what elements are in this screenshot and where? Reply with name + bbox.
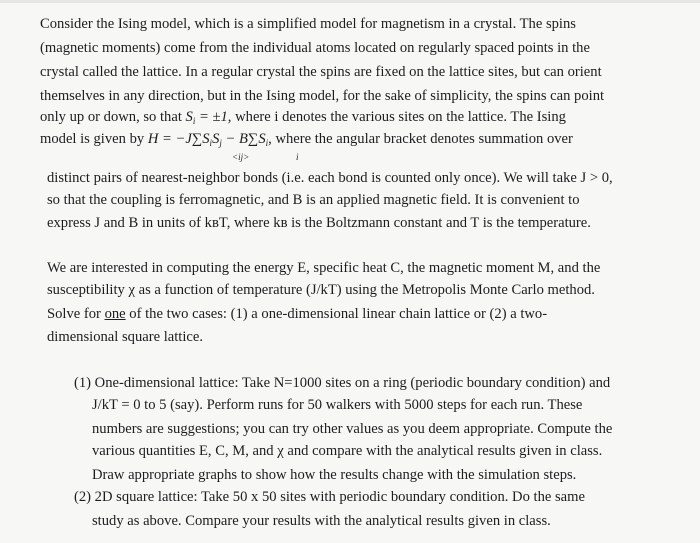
item1-line-2: J/kT = 0 to 5 (say). Perform runs for 50 walkers with 5000 steps for each run. These [92, 397, 583, 413]
item2-line-1: (2) 2D square lattice: Take 50 x 50 sites with periodic boundary condition. Do the same [74, 489, 585, 505]
sum-subscript-ij: <ij> [232, 152, 250, 162]
p2-line-4: dimensional square lattice. [47, 329, 204, 345]
p1-line-6-text-b: , where the angular bracket denotes summation over [268, 131, 573, 147]
underlined-one: one [104, 306, 126, 322]
item1-line-3: numbers are suggestions; you can try other values as you deem appropriate. Compute the [92, 421, 613, 437]
p1-line-1: Consider the Ising model, which is a simplified model for magnetism in a crystal. The spins [40, 16, 576, 32]
p1-line-2: (magnetic moments) come from the individual atoms located on regularly spaced points in the [40, 40, 590, 56]
top-edge [0, 0, 700, 3]
p1-line-8: so that the coupling is ferromagnetic, and B is an applied magnetic field. It is convenient to [47, 192, 580, 208]
p2-line-2: susceptibility χ as a function of temperature (J/kT) using the Metropolis Monte Carlo method. [47, 282, 595, 298]
item2-line-2: study as above. Compare your results with the analytical results given in class. [92, 513, 551, 529]
item1-line-4: various quantities E, C, M, and χ and compare with the analytical results given in class. [92, 443, 603, 459]
p1-line-4: themselves in any direction, but in the Ising model, for the sake of simplicity, the spins can point [40, 88, 605, 104]
p2-line-3: Solve for one of the two cases: (1) a one-dimensional linear chain lattice or (2) a two- [47, 306, 548, 322]
p1-line-6 [40, 130, 573, 152]
p1-line-5-text-a: only up or down, so that [40, 109, 186, 125]
p1-line-5-text-b: where i denotes the various sites on the lattice. The Ising [231, 109, 566, 125]
p1-line-9: express J and B in units of kʙT, where kʙ is the Boltzmann constant and T is the temperature. [47, 215, 591, 231]
item1-line-5: Draw appropriate graphs to show how the results change with the simulation steps. [92, 467, 577, 483]
p1-line-6-text-a: model is given by [40, 131, 148, 147]
item1-line-1: (1) One-dimensional lattice: Take N=1000 sites on a ring (periodic boundary condition) and [74, 375, 611, 391]
sum-subscript-i: i [296, 152, 299, 162]
p1-line-3: crystal called the lattice. In a regular crystal the spins are fixed on the lattice sites, but can orient [40, 64, 602, 80]
p1-line-5 [40, 108, 566, 130]
p1-line-7: distinct pairs of nearest-neighbor bonds (i.e. each bond is counted only once). We will take J > 0, [47, 170, 613, 186]
hamiltonian-equation: $H = -J\sum S_iS_j - B\sum S_i$ [147, 131, 269, 148]
p2-line-1: We are interested in computing the energy E, specific heat C, the magnetic moment M, and the [47, 260, 601, 276]
spin-equation: $S_i = \pm 1$, [185, 109, 232, 126]
